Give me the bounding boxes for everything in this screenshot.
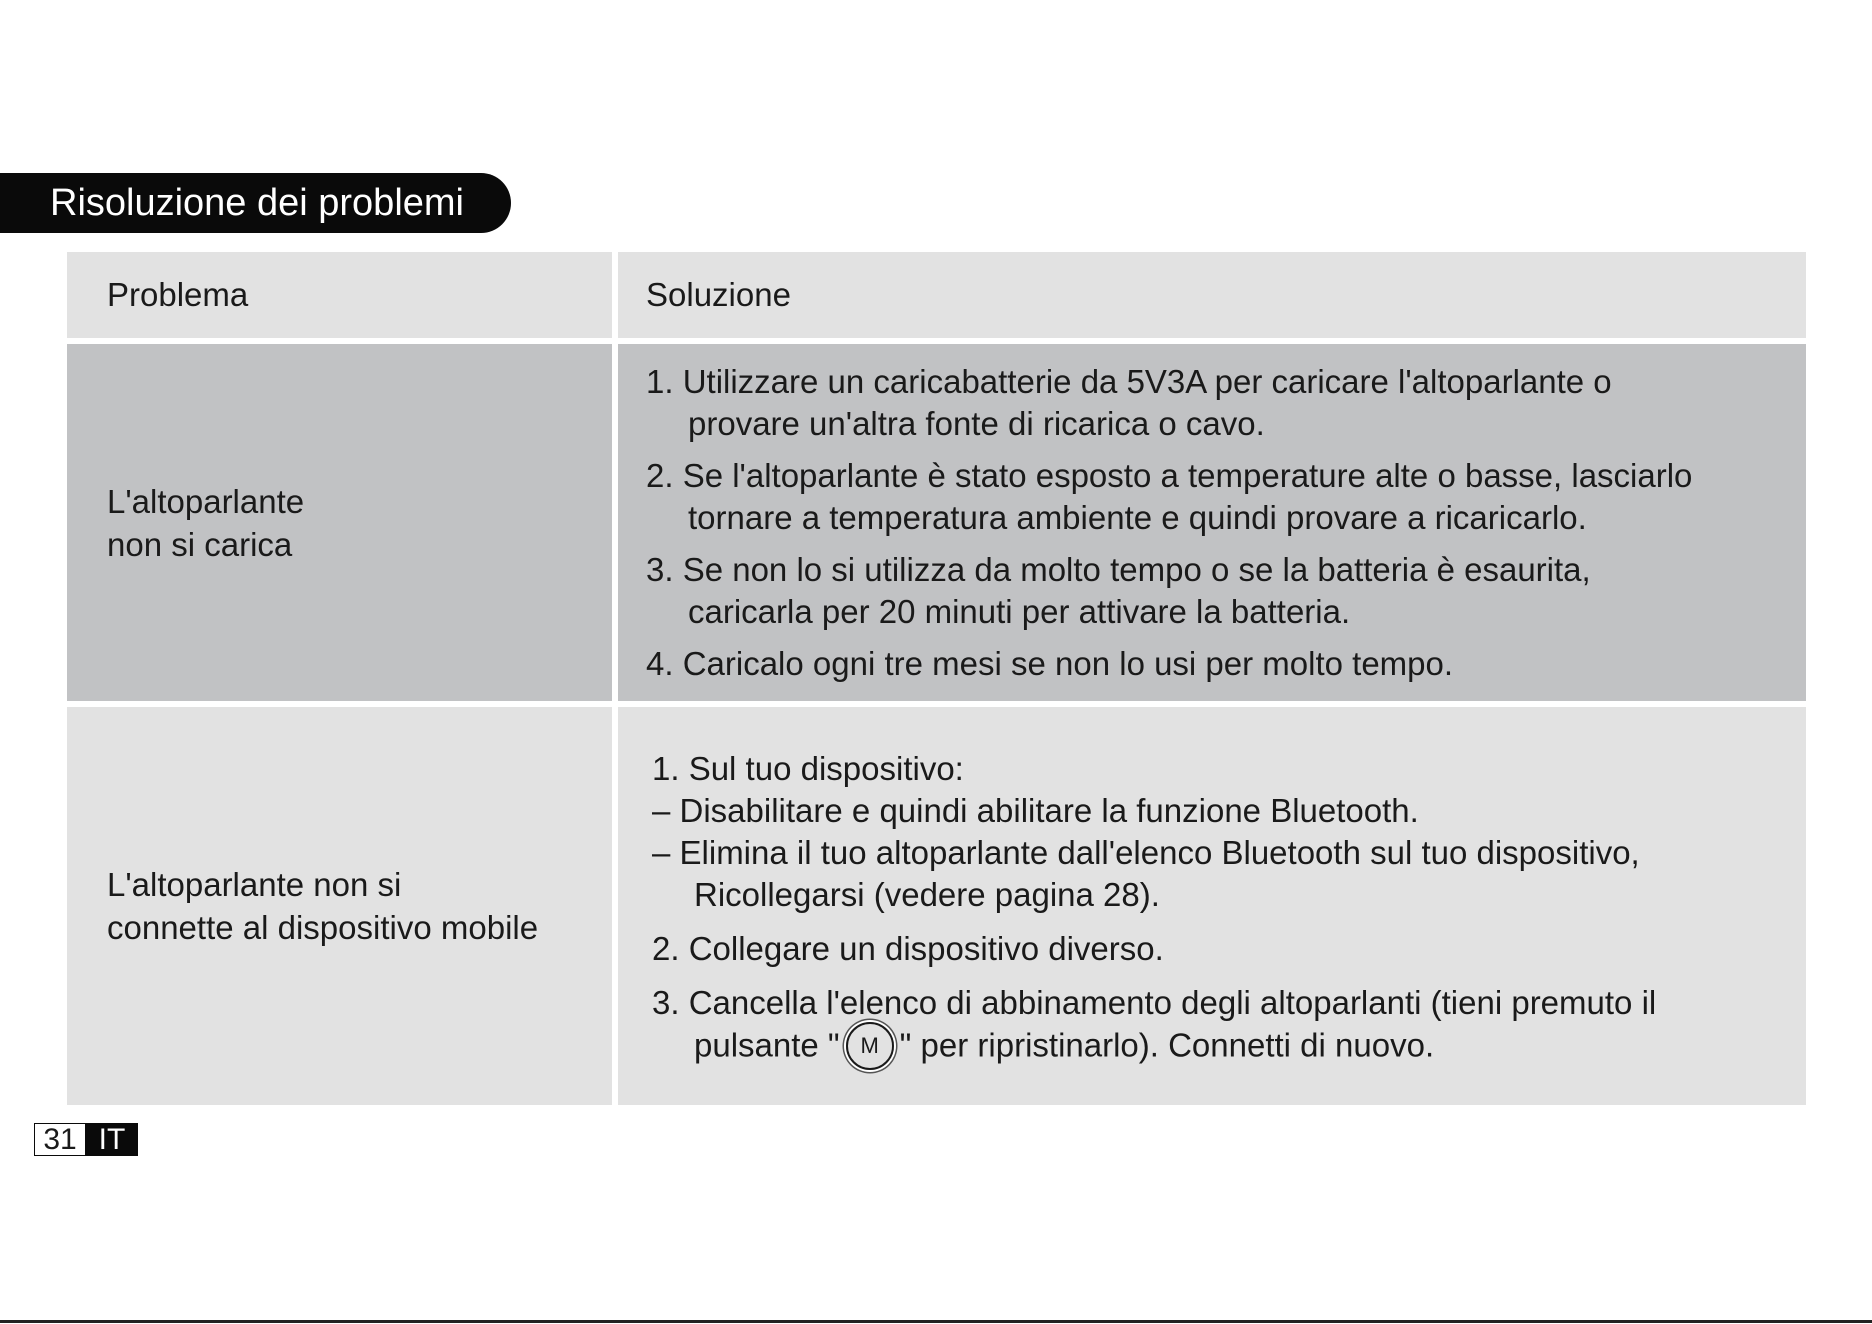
solution-item [652, 832, 1796, 916]
table-row [67, 707, 1806, 1105]
solution-item [646, 361, 1796, 445]
page-footer [34, 1123, 138, 1156]
problem-text: L'altoparlante non si carica [107, 482, 305, 563]
table-header-row [67, 252, 1806, 338]
solution-item [652, 982, 1796, 1072]
section-title: Risoluzione dei problemi [0, 173, 511, 233]
header-problem: Problema [67, 252, 612, 338]
solution-item [652, 790, 1796, 832]
solution-line: 4. Caricalo ogni tre mesi se non lo usi per molto tempo. [646, 644, 1454, 682]
continuation-after: " per ripristinarlo). Connetti di nuovo. [899, 1026, 1435, 1064]
header-solution: Soluzione [618, 252, 1806, 338]
solution-line: 2. Collegare un dispositivo diverso. [652, 930, 1164, 967]
problem-text: L'altoparlante non si connette al dispositivo mobile [107, 866, 539, 946]
solution-line: 2. Se l'altoparlante è stato esposto a temperature alte o basse, lasciarlo [646, 456, 1693, 494]
solution-line: 3. Cancella l'elenco di abbinamento degli altoparlanti (tieni premuto il [652, 984, 1657, 1021]
solution-continuation: tornare a temperatura ambiente e quindi provare a ricaricarlo. [688, 498, 1587, 536]
table-row [67, 344, 1806, 701]
solution-item [646, 549, 1796, 633]
language-badge: IT [86, 1123, 138, 1156]
solution-item [652, 748, 1796, 790]
continuation-before: pulsante " [694, 1026, 840, 1064]
solution-line: 3. Se non lo si utilizza da molto tempo o se la batteria è esaurita, [646, 550, 1591, 588]
solution-item [646, 455, 1796, 539]
solution-line: 1. Utilizzare un caricabatterie da 5V3A per caricare l'altoparlante o [646, 362, 1612, 400]
solution-line: – Disabilitare e quindi abilitare la funzione Bluetooth. [652, 792, 1419, 829]
solution-cell [618, 344, 1806, 701]
solution-continuation: caricarla per 20 minuti per attivare la batteria. [688, 592, 1351, 630]
troubleshooting-table [67, 252, 1806, 1105]
solution-cell [618, 707, 1806, 1105]
solution-line: – Elimina il tuo altoparlante dall'elenco Bluetooth sul tuo dispositivo, [652, 834, 1640, 871]
page-number: 31 [34, 1123, 86, 1156]
solution-continuation: provare un'altra fonte di ricarica o cavo. [688, 404, 1265, 442]
solution-item [646, 643, 1796, 685]
bottom-divider [0, 1320, 1872, 1323]
solution-line: 1. Sul tuo dispositivo: [652, 750, 964, 787]
solution-continuation [652, 1024, 1796, 1072]
problem-cell [67, 707, 612, 1105]
solution-continuation: Ricollegarsi (vedere pagina 28). [694, 876, 1160, 913]
problem-cell [67, 344, 612, 701]
solution-item [652, 928, 1796, 970]
m-button-icon: M [846, 1022, 894, 1070]
